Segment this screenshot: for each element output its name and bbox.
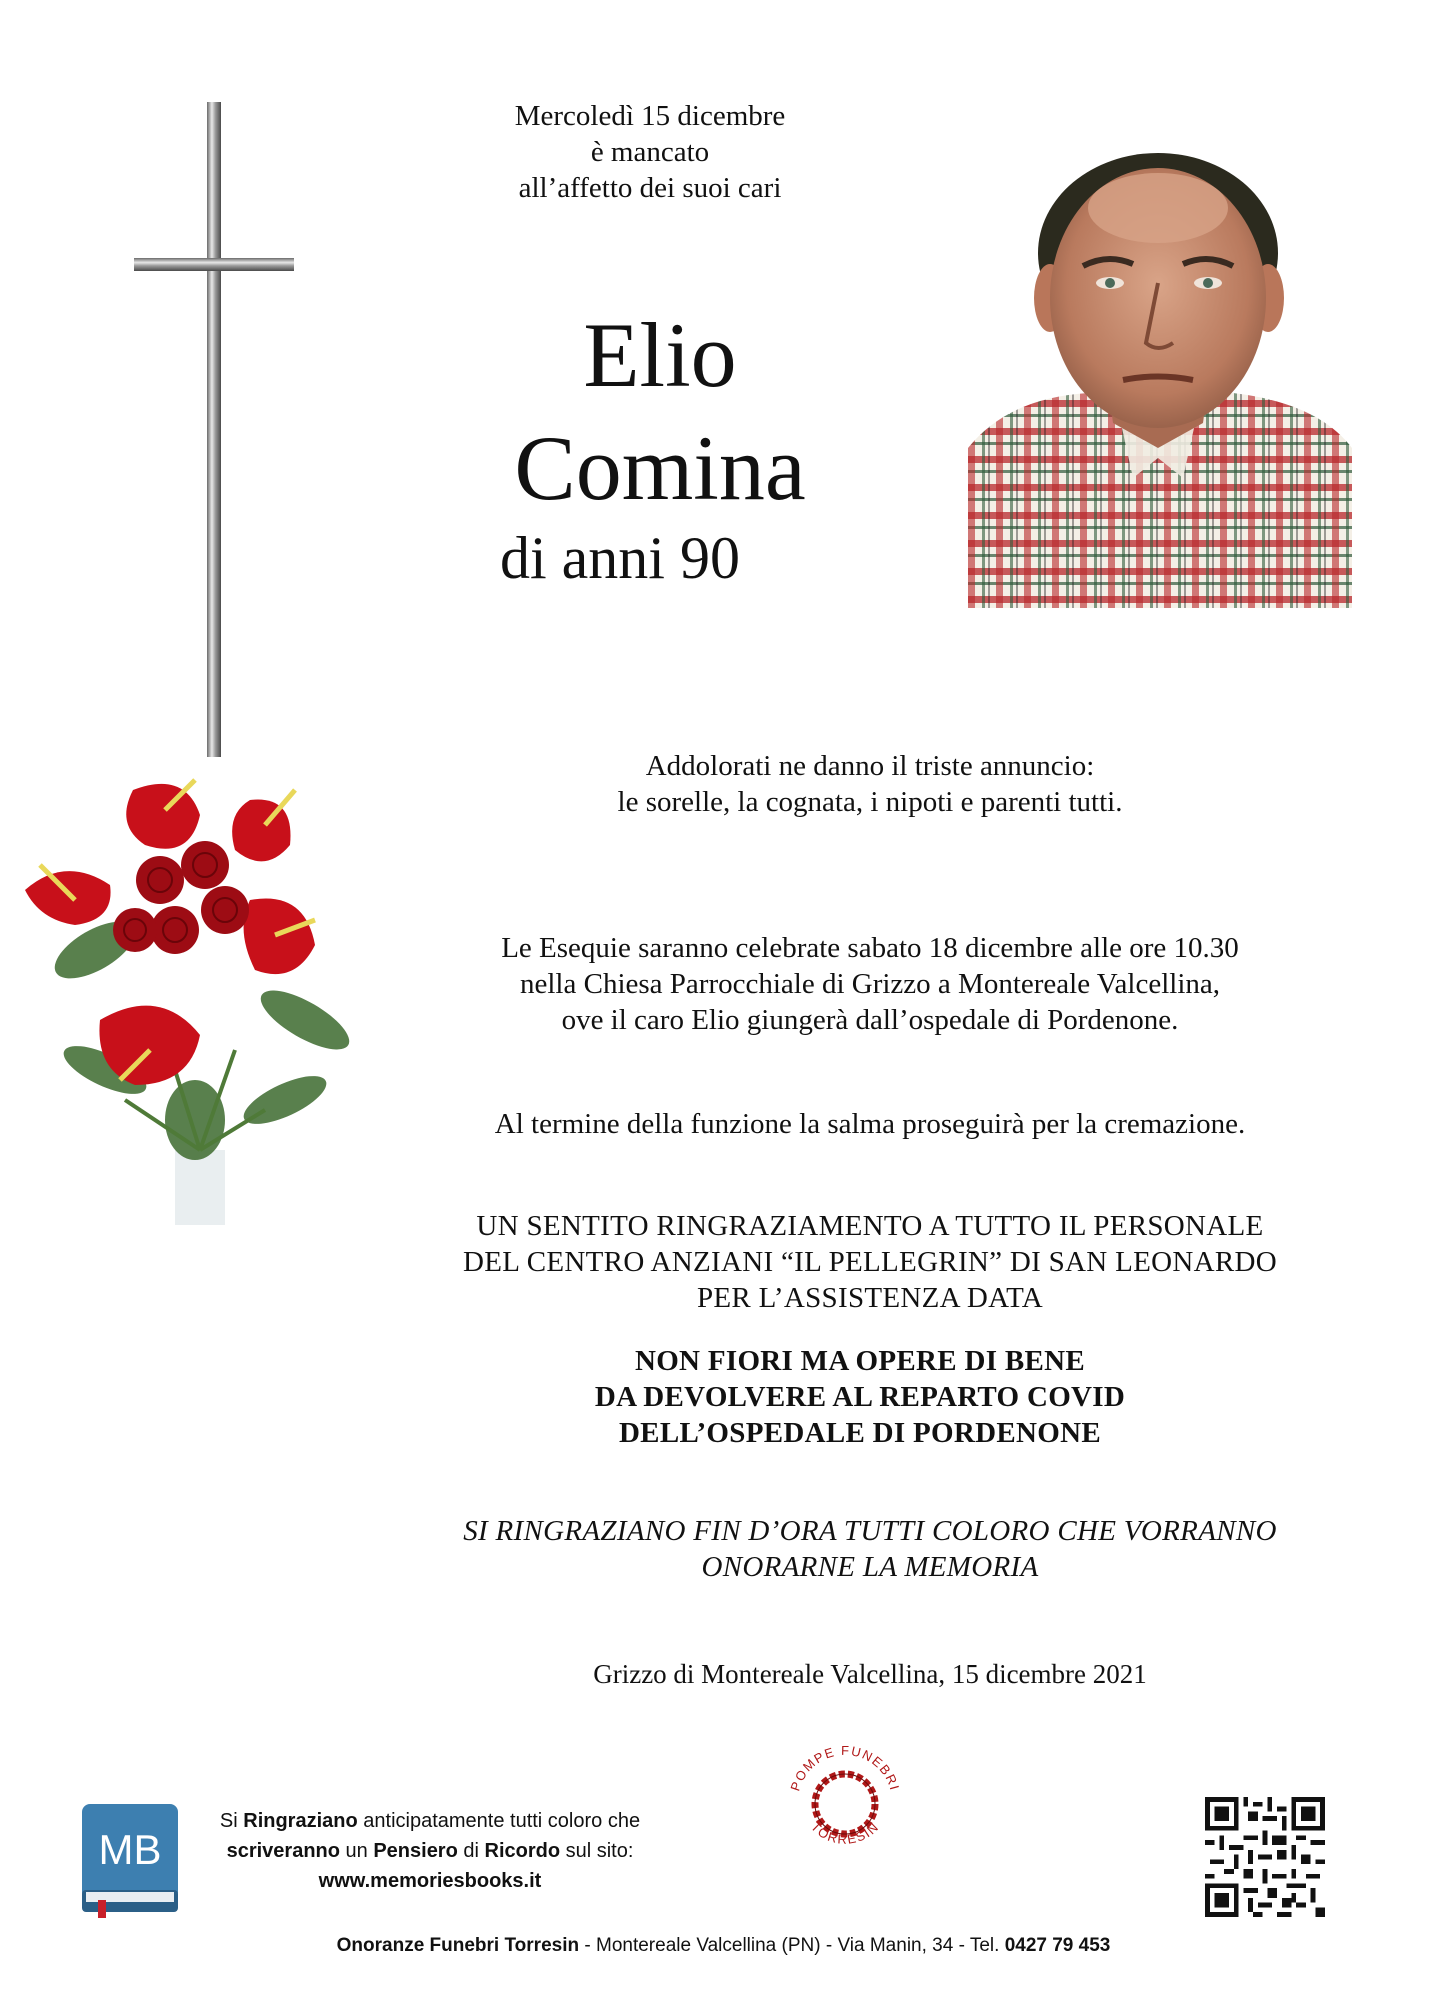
staff-thanks-line-2: DEL CENTRO ANZIANI “IL PELLEGRIN” DI SAN LEONARDO [463,1246,1277,1278]
seal-bottom-text: TORRESIN [808,1818,882,1847]
intro-line-2: è mancato [590,136,710,168]
thanks-text-h: Ricordo [484,1840,561,1862]
thanks-text-i: sul sito: [560,1840,634,1862]
svg-text:POMPE FUNEBRI [787,1743,902,1793]
staff-thanks-line-1: UN SENTITO RINGRAZIAMENTO A TUTTO IL PERSONALE [476,1210,1264,1242]
funeral-line-3: ove il caro Elio giungerà dall’ospedale di Pordenone. [561,1004,1179,1036]
donations-line-3: DELL’OSPEDALE DI PORDENONE [618,1417,1102,1449]
thanks-text-e: un [339,1840,374,1862]
memoriesbooks-link[interactable]: www.memoriesbooks.it [318,1870,542,1892]
cremation-text: Al termine della funzione la salma proseguirà per la cremazione. [494,1108,1246,1140]
donations-note [470,1343,1250,1451]
thanks-text-a: Si [219,1810,244,1832]
funeral-details [400,930,1340,1038]
age: di anni 90 [500,525,740,591]
thanks-text-c: anticipatamente tutti coloro che [357,1810,641,1832]
intro-text [440,98,860,206]
announcement-line-2: le sorelle, la cognata, i nipoti e parenti tutti. [617,786,1123,818]
cross-icon [130,100,300,760]
closing-line-1: SI RINGRAZIANO FIN D’ORA TUTTI COLORO CHE VORRANNO [463,1515,1277,1547]
memoriesbooks-thanks [215,1806,645,1896]
cremation-note [400,1106,1340,1142]
footer-info [0,1933,1447,1959]
thanks-text-f: Pensiero [373,1840,458,1862]
announcement-line-1: Addolorati ne danno il triste annuncio: [645,750,1095,782]
funeral-home-seal [780,1732,910,1862]
footer-company: Onoranze Funebri Torresin [336,1935,580,1956]
intro-line-3: all’affetto dei suoi cari [518,172,782,204]
thanks-text-d: scriveranno [226,1840,340,1862]
footer-address: - Montereale Valcellina (PN) - Via Manin, 34 - Tel. [579,1935,1005,1956]
seal-top-text: POMPE FUNEBRI [787,1742,903,1793]
staff-thanks [400,1208,1340,1316]
thanks-text-g: di [457,1840,485,1862]
last-name: Comina [514,417,806,519]
book-logo-icon [80,1802,180,1918]
place-date-text: Grizzo di Montereale Valcellina, 15 dicembre 2021 [593,1659,1147,1689]
mb-logo-text: MB [98,1826,162,1873]
funeral-line-1: Le Esequie saranno celebrate sabato 18 dicembre alle ore 10.30 [501,932,1239,964]
closing-thanks [400,1513,1340,1585]
flower-bouquet-icon [25,770,375,1230]
footer-phone[interactable]: 0427 79 453 [1004,1935,1111,1956]
place-date [400,1656,1340,1692]
closing-line-2: ONORARNE LA MEMORIA [701,1551,1039,1583]
portrait-photo [968,148,1352,608]
qr-code[interactable] [1205,1797,1325,1917]
donations-line-1: NON FIORI MA OPERE DI BENE [634,1345,1086,1377]
donations-line-2: DA DEVOLVERE AL REPARTO COVID [594,1381,1126,1413]
staff-thanks-line-3: PER L’ASSISTENZA DATA [696,1282,1044,1314]
announcement [400,748,1340,820]
intro-line-1: Mercoledì 15 dicembre [514,100,786,132]
svg-text:TORRESIN [808,1819,882,1847]
thanks-text-b: Ringraziano [243,1810,358,1832]
funeral-line-2: nella Chiesa Parrocchiale di Grizzo a Montereale Valcellina, [520,968,1220,1000]
first-name: Elio [583,304,737,406]
